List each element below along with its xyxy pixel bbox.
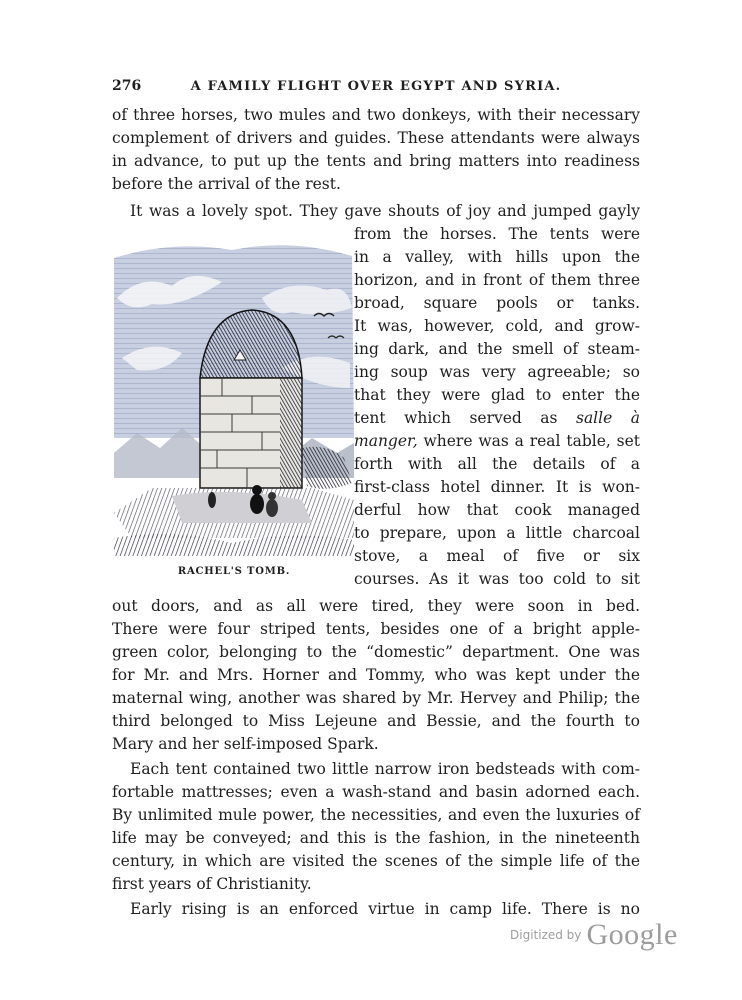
text-line: of three horses, two mules and two donkeys, with their necessary [112,106,640,124]
text-line: out doors, and as all were tired, they were soon in bed. [112,597,640,615]
text-line: It was a lovely spot. They gave shouts of joy and jumped gayly [130,202,640,220]
text-line: green color, belonging to the “domestic” department. One was [112,643,640,661]
text-line: Each tent contained two little narrow iron bedsteads with com- [130,760,640,778]
text-line: broad, square pools or tanks. [354,294,640,312]
text-line-composite [354,430,640,453]
text-line: It was, however, cold, and grow- [354,317,640,335]
running-head: A FAMILY FLIGHT OVER EGYPT AND SYRIA. [190,79,562,94]
text-line: that they were glad to enter the [354,386,640,404]
text-line: to prepare, upon a little charcoal [354,524,640,542]
digitized-watermark [510,918,678,958]
text-line: complement of drivers and guides. These attendants were always [112,129,640,147]
text-line: in advance, to put up the tents and bring matters into readiness [112,152,640,170]
text-line: from the horses. The tents were [354,225,640,243]
text-line: third belonged to Miss Lejeune and Bessie, and the fourth to [112,712,640,730]
text-line: There were four striped tents, besides one of a bright apple- [112,620,640,638]
text-line: stove, a meal of five or six [354,547,640,565]
rachels-tomb-engraving [112,238,356,558]
text-line: courses. As it was too cold to sit [354,570,640,588]
text-line: ing dark, and the smell of steam- [354,340,640,358]
google-logo: Google [586,918,678,951]
text-line: before the arrival of the rest. [112,175,341,193]
italic-phrase: manger, [354,432,418,450]
text-line: derful how that cook managed [354,501,640,519]
page-header [112,78,640,98]
text-line: forth with all the details of a [354,455,640,473]
text-line: first-class hotel dinner. It is won- [354,478,640,496]
text-line: fortable mattresses; even a wash-stand and basin adorned each. [112,783,640,801]
text-line: life may be conveyed; and this is the fashion, in the nineteenth [112,829,640,847]
text-line: first years of Christianity. [112,875,312,893]
text-line: for Mr. and Mrs. Horner and Tommy, who was kept under the [112,666,640,684]
text-line: Mary and her self-imposed Spark. [112,735,379,753]
italic-phrase: salle à [575,409,640,427]
text-line: Early rising is an enforced virtue in camp life. There is no [130,900,640,918]
text-segment: where was a real table, set [423,432,640,450]
text-line: By unlimited mule power, the necessities, and even the luxuries of [112,806,640,824]
figure-caption: RACHEL'S TOMB. [177,566,291,577]
text-line: maternal wing, another was shared by Mr. Hervey and Philip; the [112,689,640,707]
text-line-composite [354,407,640,430]
text-line: ing soup was very agreeable; so [354,363,640,381]
watermark-prefix: Digitized by [510,928,582,942]
page-number: 276 [112,78,142,94]
text-line: century, in which are visited the scenes of the simple life of the [112,852,640,870]
text-segment: tent which served as [354,409,558,427]
text-line: in a valley, with hills upon the [354,248,640,266]
text-line: horizon, and in front of them three [354,271,640,289]
